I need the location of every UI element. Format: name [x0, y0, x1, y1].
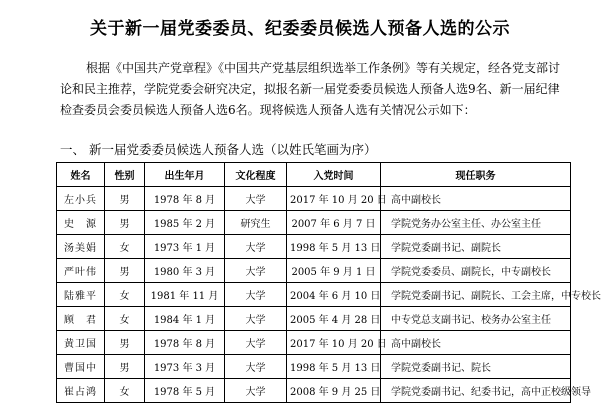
- header-education: 文化程度: [225, 163, 287, 187]
- cell-position: 中专党总支副书记、校务办公室主任: [381, 307, 571, 331]
- cell-education: 大学: [225, 283, 287, 307]
- cell-name: 汤美娟: [57, 235, 105, 259]
- cell-gender: 男: [105, 187, 145, 211]
- header-name: 姓名: [57, 163, 105, 187]
- section-number: 一、: [60, 142, 86, 157]
- cell-birth: 1973 年 1 月: [145, 235, 225, 259]
- cell-birth: 1980 年 3 月: [145, 259, 225, 283]
- cell-position: 学院党委副书记、院长: [381, 355, 571, 379]
- intro-paragraph: 根据《中国共产党章程》《中国共产党基层组织选举工作条例》等有关规定，经各党支部讨论和民主推荐，学院党委会研究决定，拟报名新一届党委委员候选人预备人选9名、新一届纪律检查委员会委员候选人预备人选6名。现将候选人预备人选有关情况公示如下：: [60, 61, 561, 117]
- cell-position: 学院党委副书记、纪委书记，高中正校级领导: [381, 379, 571, 403]
- cell-gender: 女: [105, 307, 145, 331]
- cell-name: 顾 君: [57, 307, 105, 331]
- header-gender: 性别: [105, 163, 145, 187]
- table-row: [57, 355, 571, 379]
- cell-position: 学院党委委员、副院长，中专副校长: [381, 259, 571, 283]
- section-title: 新一届党委委员候选人预备人选（以姓氏笔画为序）: [89, 142, 377, 157]
- cell-name: 史 源: [57, 211, 105, 235]
- cell-gender: 女: [105, 283, 145, 307]
- cell-name: 陆雅平: [57, 283, 105, 307]
- cell-join-date: 2007 年 6 月 7 日: [287, 211, 381, 235]
- cell-birth: 1978 年 8 月: [145, 187, 225, 211]
- cell-education: 大学: [225, 379, 287, 403]
- cell-join-date: 2017 年 10 月 20 日: [287, 331, 381, 355]
- cell-name: 崔占鸿: [57, 379, 105, 403]
- cell-gender: 女: [105, 235, 145, 259]
- cell-join-date: 2005 年 9 月 1 日: [287, 259, 381, 283]
- cell-education: 大学: [225, 259, 287, 283]
- cell-education: 大学: [225, 331, 287, 355]
- cell-education: 大学: [225, 187, 287, 211]
- cell-position: 高中副校长: [381, 187, 571, 211]
- cell-position: 学院党委副书记、副院长、工会主席，中专校长: [381, 283, 571, 307]
- header-join-date: 入党时间: [287, 163, 381, 187]
- cell-birth: 1973 年 3 月: [145, 355, 225, 379]
- table-row: [57, 259, 571, 283]
- cell-gender: 女: [105, 379, 145, 403]
- cell-join-date: 1998 年 5 月 13 日: [287, 355, 381, 379]
- table-header-row: [57, 163, 571, 187]
- table-row: [57, 331, 571, 355]
- cell-gender: 男: [105, 259, 145, 283]
- cell-education: 大学: [225, 235, 287, 259]
- cell-birth: 1985 年 2 月: [145, 211, 225, 235]
- cell-position: 高中副校长: [381, 331, 571, 355]
- cell-name: 严叶伟: [57, 259, 105, 283]
- cell-position: 学院党务办公室主任、办公室主任: [381, 211, 571, 235]
- cell-join-date: 2008 年 9 月 25 日: [287, 379, 381, 403]
- table-row: [57, 307, 571, 331]
- cell-gender: 男: [105, 211, 145, 235]
- cell-position: 学院党委副书记、副院长: [381, 235, 571, 259]
- section-heading: [60, 142, 377, 158]
- candidate-table: [56, 162, 601, 403]
- cell-name: 黄卫国: [57, 331, 105, 355]
- table-row: [57, 283, 571, 307]
- table-row: [57, 211, 571, 235]
- cell-name: 左小兵: [57, 187, 105, 211]
- header-birth: 出生年月: [145, 163, 225, 187]
- cell-join-date: 2005 年 4 月 28 日: [287, 307, 381, 331]
- table-row: [57, 379, 571, 403]
- cell-gender: 男: [105, 355, 145, 379]
- cell-education: 研究生: [225, 211, 287, 235]
- cell-birth: 1978 年 5 月: [145, 379, 225, 403]
- cell-join-date: 2017 年 10 月 20 日: [287, 187, 381, 211]
- table-row: [57, 187, 571, 211]
- page-title: 关于新一届党委委员、纪委委员候选人预备人选的公示: [90, 19, 510, 39]
- cell-birth: 1984 年 1 月: [145, 307, 225, 331]
- cell-education: 大学: [225, 355, 287, 379]
- header-position: 现任职务: [381, 163, 571, 187]
- cell-gender: 男: [105, 331, 145, 355]
- cell-education: 大学: [225, 307, 287, 331]
- cell-birth: 1978 年 8 月: [145, 331, 225, 355]
- cell-name: 曹国中: [57, 355, 105, 379]
- cell-join-date: 2004 年 6 月 10 日: [287, 283, 381, 307]
- table-row: [57, 235, 571, 259]
- cell-birth: 1981 年 11 月: [145, 283, 225, 307]
- cell-join-date: 1998 年 5 月 13 日: [287, 235, 381, 259]
